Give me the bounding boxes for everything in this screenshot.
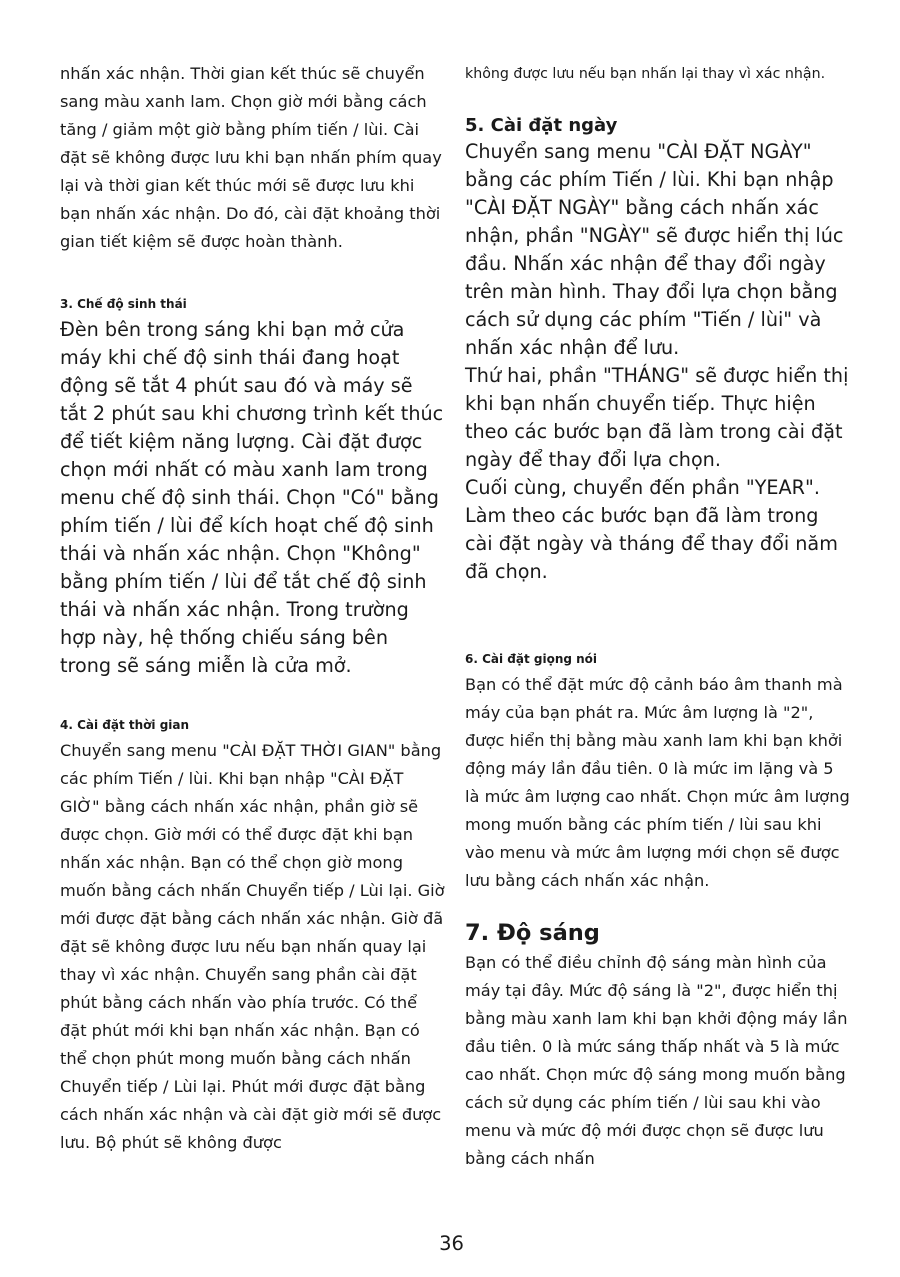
eco-mode-paragraph: Đèn bên trong sáng khi bạn mở cửa máy khi chế độ sinh thái đang hoạt động sẽ tắt 4 phút sau đó và máy sẽ tắt 2 phút sau khi chương trình kết thúc để tiết kiệm năng lượng. Cài đặt được chọn mới nhất có màu xanh lam trong menu chế độ sinh thái. Chọn "Có" bằng phím tiến / lùi để kích hoạt chế độ sinh thái và nhấn xác nhận. Chọn "Không" bằng phím tiến / lùi để tắt chế độ sinh thái và nhấn xác nhận. Trong trường hợp này, hệ thống chiếu sáng bên trong sẽ sáng miễn là cửa mở.: [60, 318, 444, 677]
page-number: 36: [439, 1232, 464, 1255]
brightness-heading: 7. Độ sáng: [465, 920, 600, 946]
left-intro-paragraph: nhấn xác nhận. Thời gian kết thúc sẽ chuyển sang màu xanh lam. Chọn giờ mới bằng cách tăng / giảm một giờ bằng phím tiến / lùi. Cài đặt sẽ không được lưu khi bạn nhấn phím quay lại và thời gian kết thúc mới sẽ được lưu khi bạn nhấn xác nhận. Do đó, cài đặt khoảng thời gian tiết kiệm sẽ được hoàn thành.: [60, 64, 442, 251]
right-intro-paragraph: không được lưu nếu bạn nhấn lại thay vì xác nhận.: [465, 66, 826, 82]
date-setting-paragraph-1: Chuyển sang menu "CÀI ĐẶT NGÀY" bằng các phím Tiến / lùi. Khi bạn nhập "CÀI ĐẶT NGÀY" bằng cách nhấn xác nhận, phần "NGÀY" sẽ được hiển thị lúc đầu. Nhấn xác nhận để thay đổi ngày trên màn hình. Thay đổi lựa chọn bằng cách sử dụng các phím "Tiến / lùi" và nhấn xác nhận để lưu.: [465, 140, 844, 359]
voice-setting-heading: 6. Cài đặt giọng nói: [465, 652, 598, 666]
eco-mode-heading: 3. Chế độ sinh thái: [60, 297, 187, 311]
time-setting-heading: 4. Cài đặt thời gian: [60, 718, 190, 732]
date-setting-heading: 5. Cài đặt ngày: [465, 115, 618, 136]
date-setting-paragraph-3: Cuối cùng, chuyển đến phần "YEAR". Làm theo các bước bạn đã làm trong cài đặt ngày và tháng để thay đổi năm đã chọn.: [465, 476, 838, 583]
left-column: [60, 60, 445, 1157]
time-setting-paragraph: Chuyển sang menu "CÀI ĐẶT THỜI GIAN" bằng các phím Tiến / lùi. Khi bạn nhập "CÀI ĐẶT GIỜ" bằng cách nhấn xác nhận, phần giờ sẽ được chọn. Giờ mới có thể được đặt khi bạn nhấn xác nhận. Bạn có thể chọn giờ mong muốn bằng cách nhấn Chuyển tiếp / Lùi lại. Giờ mới được đặt bằng cách nhấn xác nhận. Giờ đã đặt sẽ không được lưu nếu bạn nhấn quay lại thay vì xác nhận. Chuyển sang phần cài đặt phút bằng cách nhấn vào phía trước. Có thể đặt phút mới khi bạn nhấn xác nhận. Bạn có thể chọn phút mong muốn bằng cách nhấn Chuyển tiếp / Lùi lại. Phút mới được đặt bằng cách nhấn xác nhận và cài đặt giờ mới sẽ được lưu. Bộ phút sẽ không được: [60, 741, 445, 1152]
brightness-paragraph: Bạn có thể điều chỉnh độ sáng màn hình của máy tại đây. Mức độ sáng là "2", được hiển thị bằng màu xanh lam khi bạn khởi động máy lần đầu tiên. 0 là mức sáng thấp nhất và 5 là mức cao nhất. Chọn mức độ sáng mong muốn bằng cách sử dụng các phím tiến / lùi sau khi vào menu và mức độ mới được chọn sẽ được lưu bằng cách nhấn: [465, 953, 848, 1168]
voice-setting-paragraph: Bạn có thể đặt mức độ cảnh báo âm thanh mà máy của bạn phát ra. Mức âm lượng là "2", được hiển thị bằng màu xanh lam khi bạn khởi động máy lần đầu tiên. 0 là mức im lặng và 5 là mức âm lượng cao nhất. Chọn mức âm lượng mong muốn bằng các phím tiến / lùi sau khi vào menu và mức âm lượng mới chọn sẽ được lưu bằng cách nhấn xác nhận.: [465, 675, 850, 890]
right-column: [465, 60, 850, 1173]
date-setting-paragraph-2: Thứ hai, phần "THÁNG" sẽ được hiển thị khi bạn nhấn chuyển tiếp. Thực hiện theo các bước bạn đã làm trong cài đặt ngày để thay đổi lựa chọn.: [465, 364, 849, 471]
